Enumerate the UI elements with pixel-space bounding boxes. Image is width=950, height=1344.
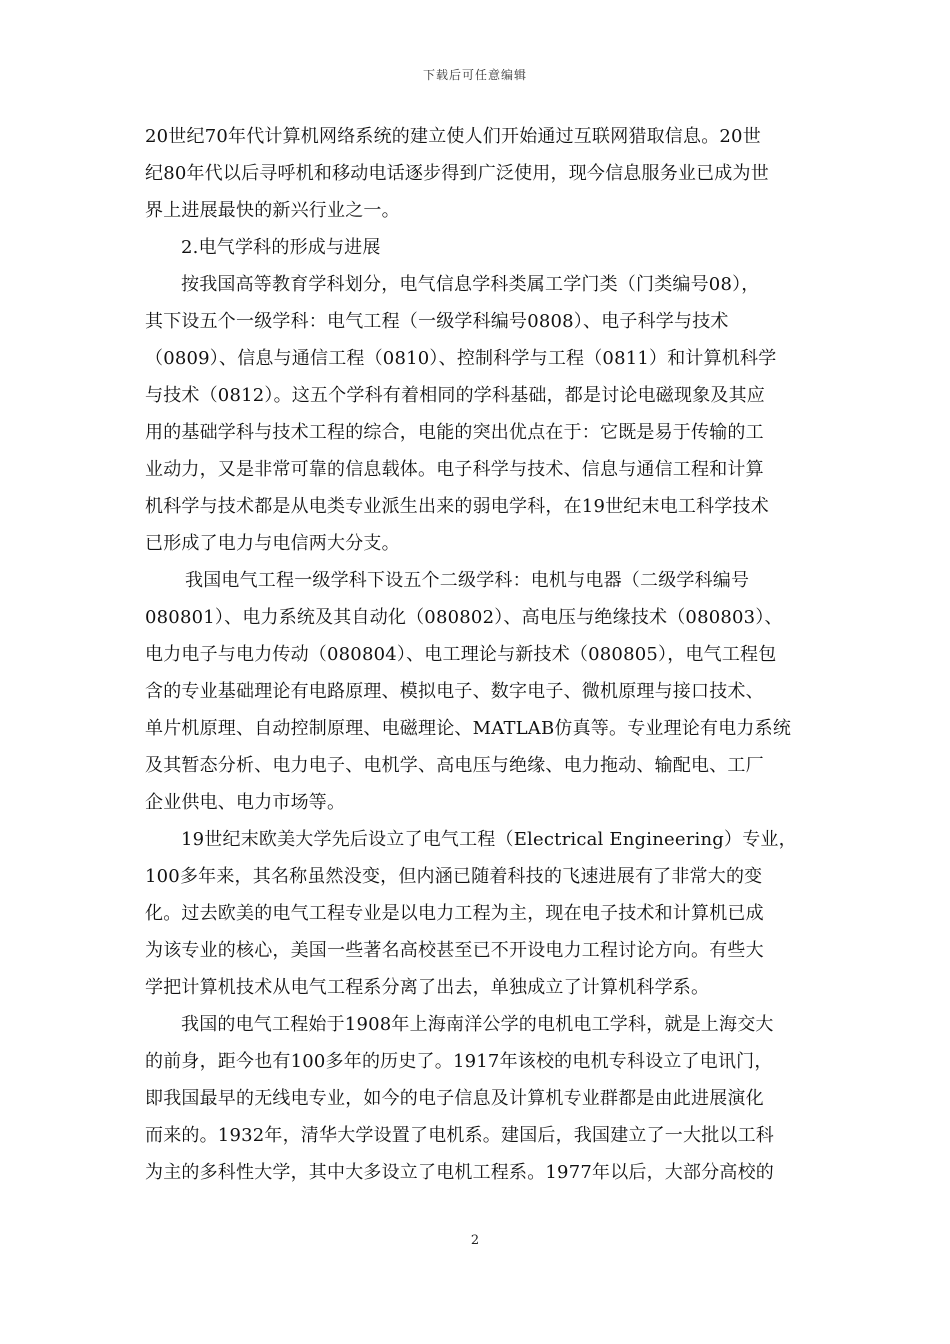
text-line: 业动力，又是非常可靠的信息载体。电子科学与技术、信息与通信工程和计算: [145, 459, 764, 480]
section-heading: 2.电气学科的形成与进展: [181, 237, 381, 258]
text-line: 纪80年代以后寻呼机和移动电话逐步得到广泛使用，现今信息服务业已成为世: [145, 163, 769, 184]
text-line: 的前身，距今也有100多年的历史了。1917年该校的电机专科设立了电讯门，: [145, 1051, 773, 1072]
text-line: 20世纪70年代计算机网络系统的建立使人们开始通过互联网猎取信息。20世: [145, 126, 761, 147]
text-line: 已形成了电力与电信两大分支。: [145, 533, 400, 554]
text-line: 企业供电、电力市场等。: [145, 792, 346, 813]
text-line: 机科学与技术都是从电类专业派生出来的弱电学科，在19世纪末电工科学技术: [145, 496, 769, 517]
text-line: 而来的。1932年，清华大学设置了电机系。建国后，我国建立了一大批以工科: [145, 1125, 775, 1146]
text-line: 为该专业的核心，美国一些著名高校甚至已不开设电力工程讨论方向。有些大: [145, 940, 764, 961]
text-line: 单片机原理、自动控制原理、电磁理论、MATLAB仿真等。专业理论有电力系统: [145, 718, 792, 739]
text-line: 为主的多科性大学，其中大多设立了电机工程系。1977年以后，大部分高校的: [145, 1162, 775, 1183]
text-line: 化。过去欧美的电气工程专业是以电力工程为主，现在电子技术和计算机已成: [145, 903, 764, 924]
text-line: 19世纪末欧美大学先后设立了电气工程（Electrical Engineering）专业，: [181, 829, 797, 850]
text-line: 含的专业基础理论有电路原理、模拟电子、数字电子、微机原理与接口技术、: [145, 681, 764, 702]
text-line: 100多年来，其名称虽然没变，但内涵已随着科技的飞速进展有了非常大的变: [145, 866, 763, 887]
text-line: 与技术（0812）。这五个学科有着相同的学科基础，都是讨论电磁现象及其应: [145, 385, 766, 406]
text-line: 及其暂态分析、电力电子、电机学、高电压与绝缘、电力拖动、输配电、工厂: [145, 755, 764, 776]
text-line: （0809）、信息与通信工程（0810）、控制科学与工程（0811）和计算机科学: [145, 348, 777, 369]
document-body: [145, 118, 810, 1191]
text-line: 学把计算机技术从电气工程系分离了出去，单独成立了计算机科学系。: [145, 977, 710, 998]
text-line: 用的基础学科与技术工程的综合，电能的突出优点在于：它既是易于传输的工: [145, 422, 764, 443]
text-line: 电力电子与电力传动（080804）、电工理论与新技术（080805），电气工程包: [145, 644, 777, 665]
text-line: 我国电气工程一级学科下设五个二级学科：电机与电器（二级学科编号: [185, 570, 750, 591]
text-line: 按我国高等教育学科划分，电气信息学科类属工学门类（门类编号08），: [181, 274, 760, 295]
text-line: 080801）、电力系统及其自动化（080802）、高电压与绝缘技术（080803）、: [145, 607, 783, 628]
page-number: 2: [470, 1233, 480, 1248]
text-line: 即我国最早的无线电专业，如今的电子信息及计算机专业群都是由此进展演化: [145, 1088, 764, 1109]
text-line: 其下设五个一级学科：电气工程（一级学科编号0808）、电子科学与技术: [145, 311, 729, 332]
page-header: 下载后可任意编辑: [422, 68, 527, 82]
text-line: 界上进展最快的新兴行业之一。: [145, 200, 400, 221]
text-line: 我国的电气工程始于1908年上海南洋公学的电机电工学科，就是上海交大: [181, 1014, 774, 1035]
